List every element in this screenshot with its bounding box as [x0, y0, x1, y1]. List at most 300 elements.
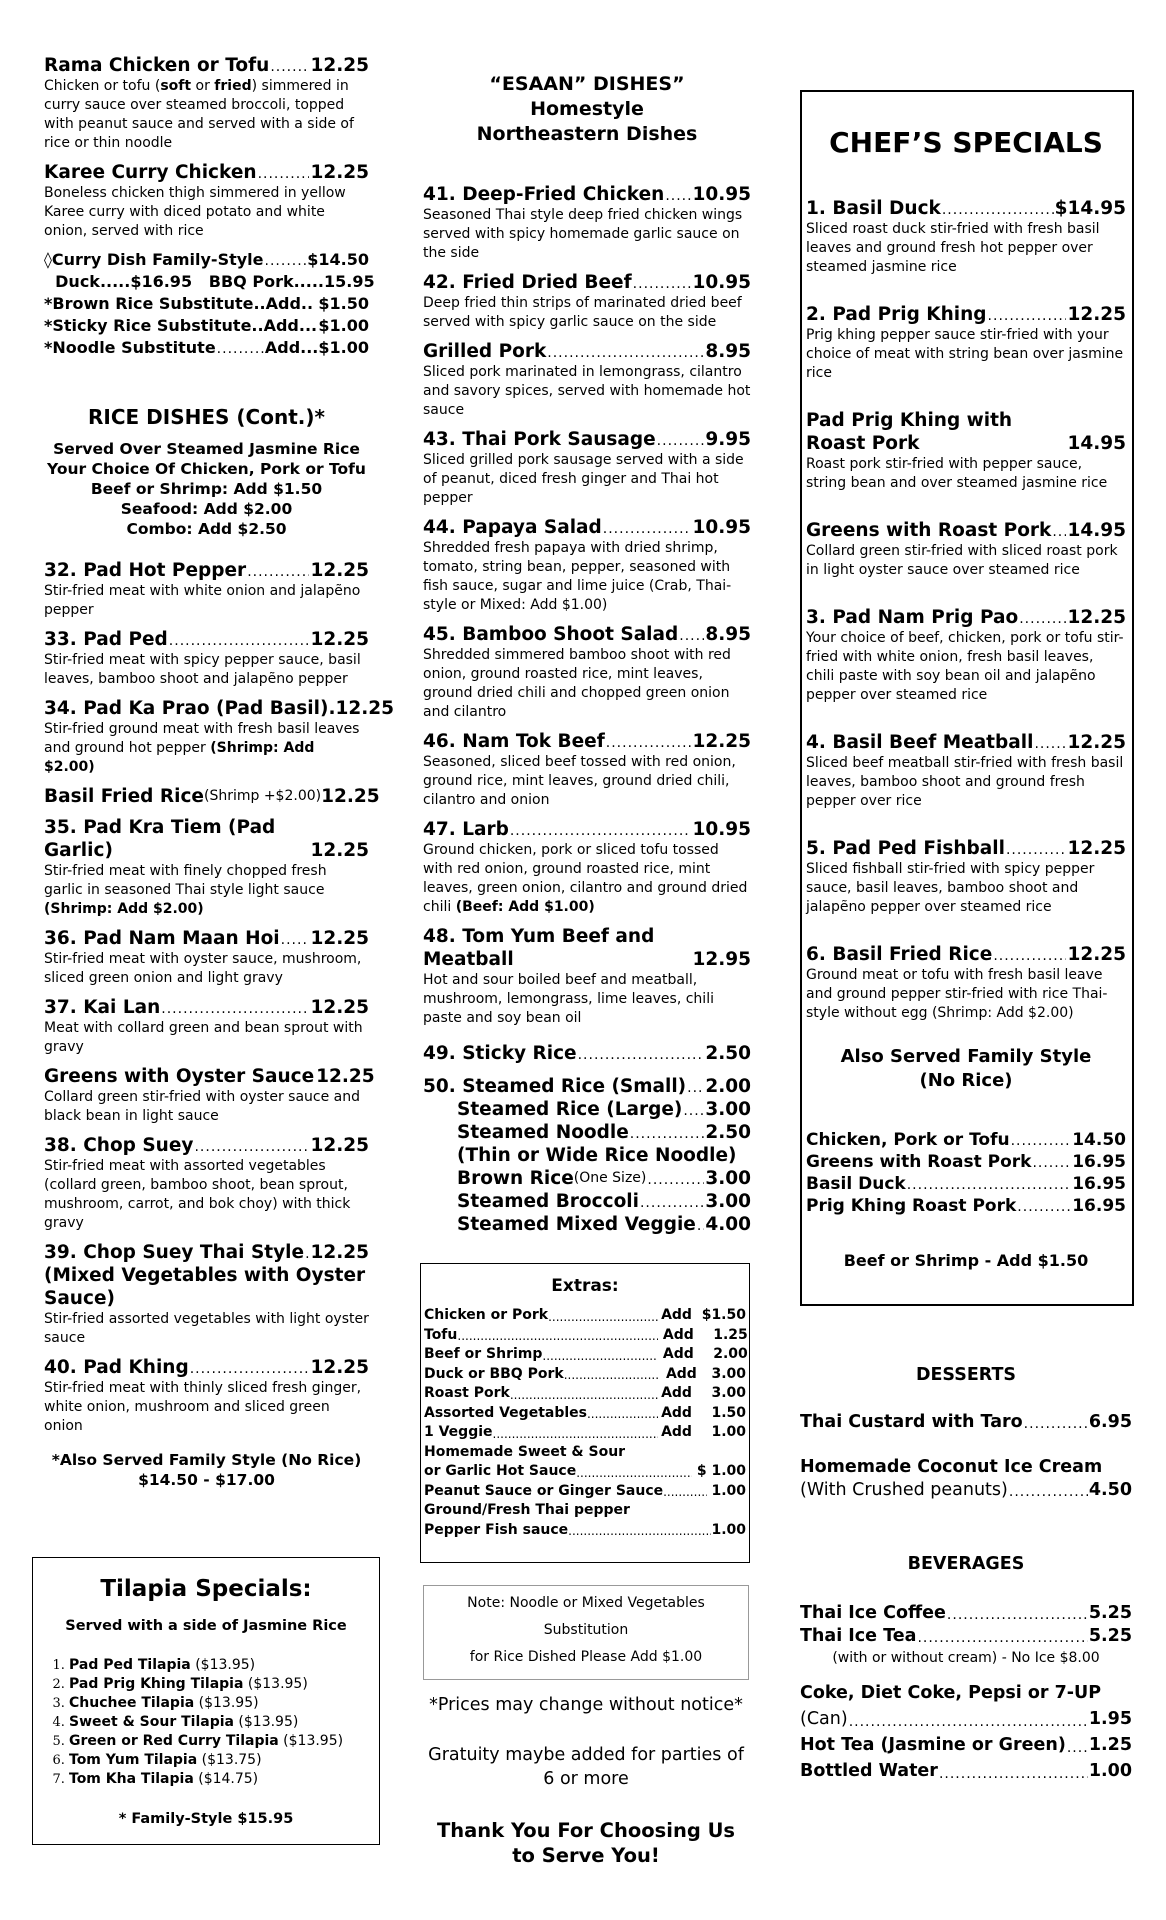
beverage-note: (with or without cream) - No Ice $8.00 — [832, 1650, 1100, 1666]
dot-leader — [1052, 522, 1066, 542]
family-note-line: $14.50 - $17.00 — [138, 1471, 275, 1489]
dot-leader — [161, 999, 309, 1019]
tilapia-item — [69, 1713, 365, 1732]
item-description — [423, 206, 751, 263]
menu-item-title — [806, 1151, 1126, 1173]
extras-label: Homemade Sweet & Sour — [424, 1443, 626, 1460]
description-text: Meat with collard green and bean sprout with gravy — [44, 1020, 363, 1055]
extras-row — [424, 1404, 746, 1424]
dot-leader — [988, 306, 1067, 326]
middle-column — [423, 72, 751, 1236]
menu-item-title — [44, 1241, 369, 1264]
tilapia-price: ($13.95) — [243, 1676, 308, 1692]
item-description — [423, 294, 751, 332]
tilapia-item-name: Pad Prig Khing Tilapia — [69, 1676, 244, 1692]
menu-item-title — [423, 818, 751, 841]
item-subtitle: (Mixed Vegetables with Oyster Sauce) — [44, 1265, 366, 1309]
spacer — [625, 1443, 658, 1463]
rice-sub-line: Combo: Add $2.50 — [126, 520, 287, 538]
extras-row — [424, 1384, 746, 1404]
tilapia-name — [69, 1676, 308, 1692]
menu-item-title — [44, 1065, 375, 1088]
item-name: 3. Pad Nam Prig Pao — [806, 607, 1019, 628]
item-name: Hot Tea (Jasmine or Green) — [800, 1735, 1066, 1755]
description-text: Shredded simmered bamboo shoot with red onion, ground roasted rice, mint leaves, ground dried chili and chopped green onion and cilantro — [423, 647, 731, 720]
extras-label: Chicken or Pork — [424, 1307, 549, 1323]
chefs-specials-items — [806, 197, 1126, 1023]
menu-item — [44, 1065, 375, 1126]
menu-item-title — [800, 1456, 1132, 1479]
thanks-line: to Serve You! — [512, 1844, 660, 1867]
gratuity-line: Gratuity maybe added for parties of — [428, 1745, 744, 1765]
family-style-note — [44, 1450, 369, 1490]
item-name: 39. Chop Suey Thai Style — [44, 1242, 305, 1263]
tilapia-price: ($13.95) — [190, 1657, 256, 1673]
item-name: 42. Fried Dried Beef — [423, 272, 632, 293]
item-price: 10.95 — [692, 184, 751, 205]
item-price: 10.95 — [692, 819, 751, 840]
menu-item — [44, 161, 369, 241]
menu-item-title — [44, 161, 369, 184]
extras-row — [424, 1482, 746, 1502]
item-price: 12.25 — [1067, 607, 1126, 628]
family-title-line: Also Served Family Style — [840, 1046, 1092, 1067]
menu-item — [44, 54, 369, 153]
dot-leader — [258, 164, 310, 184]
description-text: Stir-fried meat with thinly sliced fresh ginger, white onion, mushroom and sliced green onion — [44, 1380, 362, 1434]
menu-item-title — [800, 1602, 1132, 1625]
item-price: 9.95 — [705, 429, 751, 450]
extras-label: Pepper Fish sauce — [424, 1521, 569, 1538]
dot-leader — [663, 1484, 706, 1501]
menu-item-title — [44, 337, 369, 359]
extras-price: Add 2.00 — [658, 1346, 748, 1362]
note-line: for Rice Dished Please Add $1.00 — [469, 1649, 703, 1665]
rice-dishes-header: RICE DISHES (Cont.)* — [88, 405, 325, 429]
dot-leader — [1019, 609, 1066, 629]
menu-item-title — [44, 249, 369, 271]
item-description — [806, 966, 1126, 1023]
esaan-items — [423, 183, 751, 1028]
tilapia-item-name: Green or Red Curry Tilapia — [69, 1733, 279, 1749]
thanks-line: Thank You For Choosing Us — [436, 1819, 736, 1842]
menu-item-title — [423, 1121, 751, 1144]
item-price: 12.25 — [1067, 944, 1126, 965]
item-name: ◊Curry Dish Family-Style — [44, 250, 264, 269]
item-name: Coke, Diet Coke, Pepsi or 7-UP — [800, 1683, 1102, 1703]
menu-item-title — [423, 1098, 751, 1121]
item-description — [44, 1157, 369, 1233]
dot-leader — [578, 1045, 705, 1065]
item-name: Pad Prig Khing with Roast Pork — [806, 410, 1013, 454]
dot-leader — [657, 431, 705, 451]
note-line: Substitution — [543, 1622, 629, 1638]
item-name: *Brown Rice Substitute..Add.. — [44, 294, 314, 313]
tilapia-item-name: Sweet & Sour Tilapia — [69, 1714, 234, 1730]
tilapia-name — [69, 1714, 298, 1730]
extras-box — [420, 1263, 750, 1563]
curry-items — [44, 54, 369, 241]
item-note: (Shrimp +$2.00) — [203, 788, 322, 804]
menu-item-title — [423, 428, 751, 451]
extras-label: Peanut Sauce or Ginger Sauce — [424, 1482, 664, 1499]
rice-sub-line: Your Choice Of Chicken, Pork or Tofu — [47, 460, 366, 478]
dot-leader — [683, 1101, 704, 1121]
item-description — [423, 841, 751, 917]
item-name: Steamed Noodle — [457, 1122, 629, 1143]
extras-label: Tofu — [424, 1326, 458, 1343]
beverages-list — [800, 1602, 1132, 1784]
extras-label: or Garlic Hot Sauce — [424, 1463, 577, 1479]
dot-leader — [542, 1348, 658, 1365]
item-price: 3.00 — [705, 1168, 751, 1189]
menu-item — [423, 428, 751, 508]
item-price: 12.25 — [1067, 732, 1126, 753]
item-price: 5.25 — [1088, 1626, 1132, 1646]
menu-item-title — [44, 785, 380, 808]
item-description — [44, 950, 369, 988]
item-price: 6.95 — [1088, 1412, 1132, 1432]
menu-item — [44, 1356, 369, 1436]
menu-item-title — [806, 197, 1126, 220]
item-name: 2. Pad Prig Khing — [806, 304, 987, 325]
item-description — [44, 1019, 369, 1057]
item-name: 33. Pad Ped — [44, 629, 168, 650]
tilapia-name — [69, 1771, 258, 1787]
description-text: ) simmered in curry sauce over steamed broccoli, topped with peanut sauce and served with a side of rice or thin noodle — [44, 78, 354, 151]
tilapia-name — [69, 1752, 262, 1768]
menu-item — [44, 996, 369, 1057]
dot-leader — [630, 1124, 705, 1144]
note-line: Note: Noodle or Mixed Vegetables — [467, 1595, 705, 1611]
tilapia-subtitle: Served with a side of Jasmine Rice — [65, 1618, 347, 1634]
extras-row — [424, 1306, 746, 1326]
dot-leader — [640, 1193, 704, 1213]
extras-label: Roast Pork — [424, 1385, 510, 1401]
item-description — [423, 451, 751, 508]
menu-item-title — [800, 1706, 1132, 1732]
description-text: Deep fried thin strips of marinated dried beef served with spicy garlic sauce on the side — [423, 295, 742, 330]
dot-leader — [564, 1367, 658, 1384]
right-column — [800, 1365, 1132, 1784]
tilapia-item — [69, 1656, 365, 1675]
menu-item-title — [800, 1732, 1132, 1758]
item-price: 10.95 — [692, 517, 751, 538]
dot-leader — [194, 1137, 309, 1157]
description-text: Sliced pork marinated in lemongrass, cilantro and savory spices, served with homemade hot sauce — [423, 364, 751, 418]
extras-row — [424, 1423, 746, 1443]
item-price: 12.25 — [310, 840, 369, 861]
esaan-header-line: Northeastern Dishes — [476, 123, 698, 145]
tilapia-item — [69, 1675, 365, 1694]
item-description — [806, 455, 1126, 493]
rice-items — [44, 559, 394, 1436]
tilapia-name — [69, 1657, 255, 1673]
menu-item — [806, 731, 1126, 811]
beef-shrimp-note: Beef or Shrimp - Add $1.50 — [843, 1251, 1089, 1270]
chefs-specials-title: CHEF’S SPECIALS — [829, 126, 1103, 159]
item-name: *Noodle Substitute — [44, 338, 216, 357]
item-price: 14.95 — [1067, 433, 1126, 454]
menu-item-title — [806, 1129, 1126, 1151]
menu-item — [806, 519, 1126, 580]
item-price: 12.25 — [310, 162, 369, 183]
extras-label: 1 Veggie — [424, 1424, 493, 1440]
menu-item — [423, 623, 751, 722]
gratuity-notice — [423, 1743, 749, 1791]
dot-leader — [217, 339, 264, 359]
item-name: Bottled Water — [800, 1761, 938, 1781]
item-name: 32. Pad Hot Pepper — [44, 560, 247, 581]
extras-price: Add 3.00 — [661, 1385, 746, 1401]
description-text: Stir-fried meat with spicy pepper sauce, basil leaves, bamboo shoot and jalapẽno pepper — [44, 652, 361, 687]
menu-item-title — [800, 1479, 1132, 1502]
item-price: 12.25 — [310, 1357, 369, 1378]
extras-price: Add 1.00 — [661, 1424, 746, 1440]
dot-leader — [633, 274, 692, 294]
extras-price: 1.00 — [711, 1521, 746, 1538]
rice-sub-line: Served Over Steamed Jasmine Rice — [53, 440, 360, 458]
esaan-header — [423, 72, 751, 147]
menu-item-title — [806, 837, 1126, 860]
description-text: or — [191, 78, 215, 94]
dot-leader — [510, 1387, 658, 1404]
item-price: 5.25 — [1088, 1603, 1132, 1623]
extras-label: Assorted Vegetables — [424, 1404, 587, 1421]
tilapia-name — [69, 1733, 343, 1749]
menu-item-title — [806, 606, 1126, 629]
item-price: 10.95 — [692, 272, 751, 293]
item-price: 12.25 — [310, 1242, 369, 1263]
item-name: Steamed Broccoli — [457, 1191, 639, 1212]
description-bold: (Shrimp: Add $2.00) — [44, 901, 204, 917]
menu-item — [806, 197, 1126, 277]
dot-leader — [606, 733, 692, 753]
item-price: 12.25 — [310, 997, 369, 1018]
item-price: 12.25 — [692, 731, 751, 752]
item-name: 47. Larb — [423, 819, 509, 840]
item-name: 41. Deep-Fried Chicken — [423, 184, 665, 205]
item-name: 44. Papaya Salad — [423, 517, 602, 538]
item-price: $14.95 — [1054, 198, 1126, 219]
family-line: Duck.....$16.95 BBQ Pork.....15.95 — [44, 272, 375, 291]
dot-leader — [1009, 1482, 1088, 1502]
item-price: 1.00 — [1088, 1761, 1132, 1781]
item-description — [44, 651, 369, 689]
description-text: Stir-fried meat with assorted vegetables (collard green, bamboo shoot, bean sprout, mushroom, carrot, and bok choy) with thick gravy — [44, 1158, 351, 1231]
description-text: Stir-fried meat with white onion and jalapẽno pepper — [44, 583, 361, 618]
item-description — [806, 220, 1126, 277]
description-text: Shredded fresh papaya with dried shrimp, tomato, string bean, pepper, seasoned with fish sauce, sugar and lime juice (Crab, Thai-style or Mixed: Add $1.00) — [423, 540, 732, 613]
dot-leader — [568, 1523, 711, 1540]
item-name: Karee Curry Chicken — [44, 162, 257, 183]
dot-leader — [907, 1175, 1072, 1195]
menu-item-title — [423, 271, 751, 294]
item-name: 5. Pad Ped Fishball — [806, 838, 1005, 859]
extras-title: Extras: — [551, 1276, 619, 1296]
menu-item — [44, 628, 369, 689]
item-price: 12.25 — [310, 928, 369, 949]
spacer — [630, 1501, 658, 1521]
item-description — [806, 542, 1126, 580]
item-price: 1.25 — [1088, 1735, 1132, 1755]
family-note-line: *Also Served Family Style (No Rice) — [51, 1451, 362, 1469]
menu-item — [806, 409, 1126, 493]
item-price: 16.95 — [1072, 1152, 1126, 1172]
dot-leader — [1011, 1131, 1072, 1151]
item-price: 12.95 — [692, 949, 751, 970]
dot-leader — [665, 186, 691, 206]
sticky-rice-item — [423, 1042, 751, 1065]
dot-leader — [281, 930, 310, 950]
description-text: Ground chicken, pork or sliced tofu tossed with red onion, ground roasted rice, mint leaves, green onion, cilantro and ground dried chili — [423, 842, 748, 915]
menu-item — [44, 816, 369, 919]
item-name: Steamed Mixed Veggie — [457, 1214, 696, 1235]
description-text: Stir-fried assorted vegetables with light oyster sauce — [44, 1311, 369, 1346]
description-text: Collard green stir-fried with oyster sauce and black bean in light sauce — [44, 1089, 360, 1124]
menu-item — [423, 925, 751, 1028]
item-description — [806, 860, 1126, 917]
item-name: Basil Duck — [806, 1174, 906, 1194]
item-name: 6. Basil Fried Rice — [806, 944, 993, 965]
menu-item-title — [423, 1075, 751, 1098]
item-name: 1. Basil Duck — [806, 198, 941, 219]
item-name: 40. Pad Khing — [44, 1357, 189, 1378]
dot-leader — [548, 1309, 658, 1326]
desserts-list — [800, 1411, 1132, 1502]
item-name: Brown Rice — [457, 1168, 574, 1189]
item-price: 12.25 — [310, 629, 369, 650]
dot-leader — [493, 1426, 658, 1443]
menu-item-title — [800, 1625, 1132, 1648]
extras-price: 1.00 — [706, 1482, 746, 1499]
extras-price: $ 1.00 — [691, 1463, 746, 1479]
extras-price — [658, 1501, 746, 1521]
menu-item-title — [44, 816, 369, 862]
menu-item — [423, 516, 751, 615]
dot-leader — [1006, 840, 1067, 860]
menu-item-title — [44, 628, 369, 651]
dot-leader — [510, 821, 692, 841]
extras-row — [424, 1345, 746, 1365]
menu-item-title — [44, 996, 369, 1019]
item-name: (With Crushed peanuts) — [800, 1480, 1008, 1500]
dot-leader — [190, 1359, 310, 1379]
menu-item — [44, 1134, 369, 1233]
item-note: (One Size) — [573, 1170, 647, 1186]
item-description — [423, 539, 751, 615]
family-style-title — [806, 1045, 1126, 1093]
tilapia-title: Tilapia Specials: — [100, 1576, 312, 1602]
steamed-note: (Thin or Wide Rice Noodle) — [457, 1145, 737, 1166]
item-description — [423, 646, 751, 722]
dot-leader — [247, 562, 309, 582]
description-text: Stir-fried ground meat with fresh basil leaves and ground hot pepper — [44, 721, 360, 756]
description-bold: fried — [214, 78, 252, 94]
item-name: (Can) — [800, 1709, 848, 1729]
menu-item — [806, 606, 1126, 705]
dot-leader — [917, 1628, 1087, 1648]
desserts-title: DESSERTS — [915, 1365, 1017, 1385]
menu-item-title — [423, 1190, 751, 1213]
item-name: 43. Thai Pork Sausage — [423, 429, 656, 450]
item-price: 2.50 — [705, 1122, 751, 1143]
dot-leader — [1017, 1197, 1071, 1217]
tilapia-item — [69, 1732, 365, 1751]
menu-item-title — [806, 1195, 1126, 1217]
menu-item-title — [423, 925, 751, 971]
chefs-specials-box — [800, 90, 1134, 1306]
tilapia-item-name: Tom Kha Tilapia — [69, 1771, 194, 1787]
dot-leader — [169, 631, 310, 651]
tilapia-name — [69, 1695, 259, 1711]
item-name: Thai Custard with Taro — [800, 1412, 1023, 1432]
family-title-line: (No Rice) — [919, 1070, 1013, 1091]
item-price: $1.50 — [318, 294, 369, 313]
menu-item-title — [423, 516, 751, 539]
description-text: Ground meat or tofu with fresh basil leave and ground pepper stir-fried with rice Thai-style without egg (Shrimp: Add $2.00) — [806, 967, 1108, 1021]
item-description — [44, 184, 369, 241]
description-text: Chicken or tofu ( — [44, 78, 161, 94]
dot-leader — [587, 1406, 658, 1423]
item-description — [44, 1379, 369, 1436]
menu-item-title — [806, 731, 1126, 754]
extras-list — [424, 1306, 746, 1540]
dot-leader — [939, 1764, 1088, 1784]
tilapia-specials-box — [32, 1557, 380, 1845]
extras-price: Add 1.25 — [658, 1326, 748, 1343]
item-description — [44, 1310, 369, 1348]
rice-sub-line: Beef or Shrimp: Add $1.50 — [90, 480, 323, 498]
menu-item-title — [44, 54, 369, 77]
item-name: 34. Pad Ka Prao (Pad Basil) — [44, 698, 329, 719]
item-name: 50. Steamed Rice (Small) — [423, 1076, 687, 1097]
item-price: Add...$1.00 — [264, 338, 369, 357]
tilapia-item-name: Pad Ped Tilapia — [69, 1657, 191, 1673]
extras-row — [424, 1326, 746, 1346]
tilapia-item — [69, 1751, 365, 1770]
tilapia-price: ($13.75) — [197, 1752, 262, 1768]
item-name: Greens with Oyster Sauce — [44, 1066, 315, 1087]
item-name: Homemade Coconut Ice Cream — [800, 1457, 1103, 1477]
menu-item-title — [806, 943, 1126, 966]
extras-label: Duck or BBQ Pork — [424, 1365, 564, 1382]
item-price: 16.95 — [1072, 1196, 1126, 1216]
rice-sub-line: Seafood: Add $2.00 — [120, 500, 293, 518]
menu-item — [423, 271, 751, 332]
item-name: 48. Tom Yum Beef and Meatball — [423, 926, 655, 970]
tilapia-list — [47, 1656, 365, 1789]
item-name: Rama Chicken or Tofu — [44, 55, 270, 76]
item-price: 14.50 — [1072, 1130, 1126, 1150]
description-text: Sliced roast duck stir-fried with fresh basil leaves and ground fresh hot pepper over steamed jasmine rice — [806, 221, 1100, 275]
menu-item-title — [423, 340, 751, 363]
menu-item — [44, 927, 369, 988]
menu-item — [423, 730, 751, 810]
dot-leader — [679, 626, 704, 646]
item-name: Greens with Roast Pork — [806, 1152, 1032, 1172]
menu-item — [44, 697, 394, 777]
item-name: *Sticky Rice Substitute..Add... — [44, 316, 318, 335]
dot-leader — [1024, 1414, 1088, 1434]
item-description — [44, 582, 369, 620]
dot-leader — [270, 57, 309, 77]
item-name: 37. Kai Lan — [44, 997, 161, 1018]
esaan-header-line: Homestyle — [530, 98, 644, 120]
item-price: 1.95 — [1088, 1709, 1132, 1729]
tilapia-price: ($14.75) — [193, 1771, 259, 1787]
item-price: 14.95 — [1067, 520, 1126, 541]
